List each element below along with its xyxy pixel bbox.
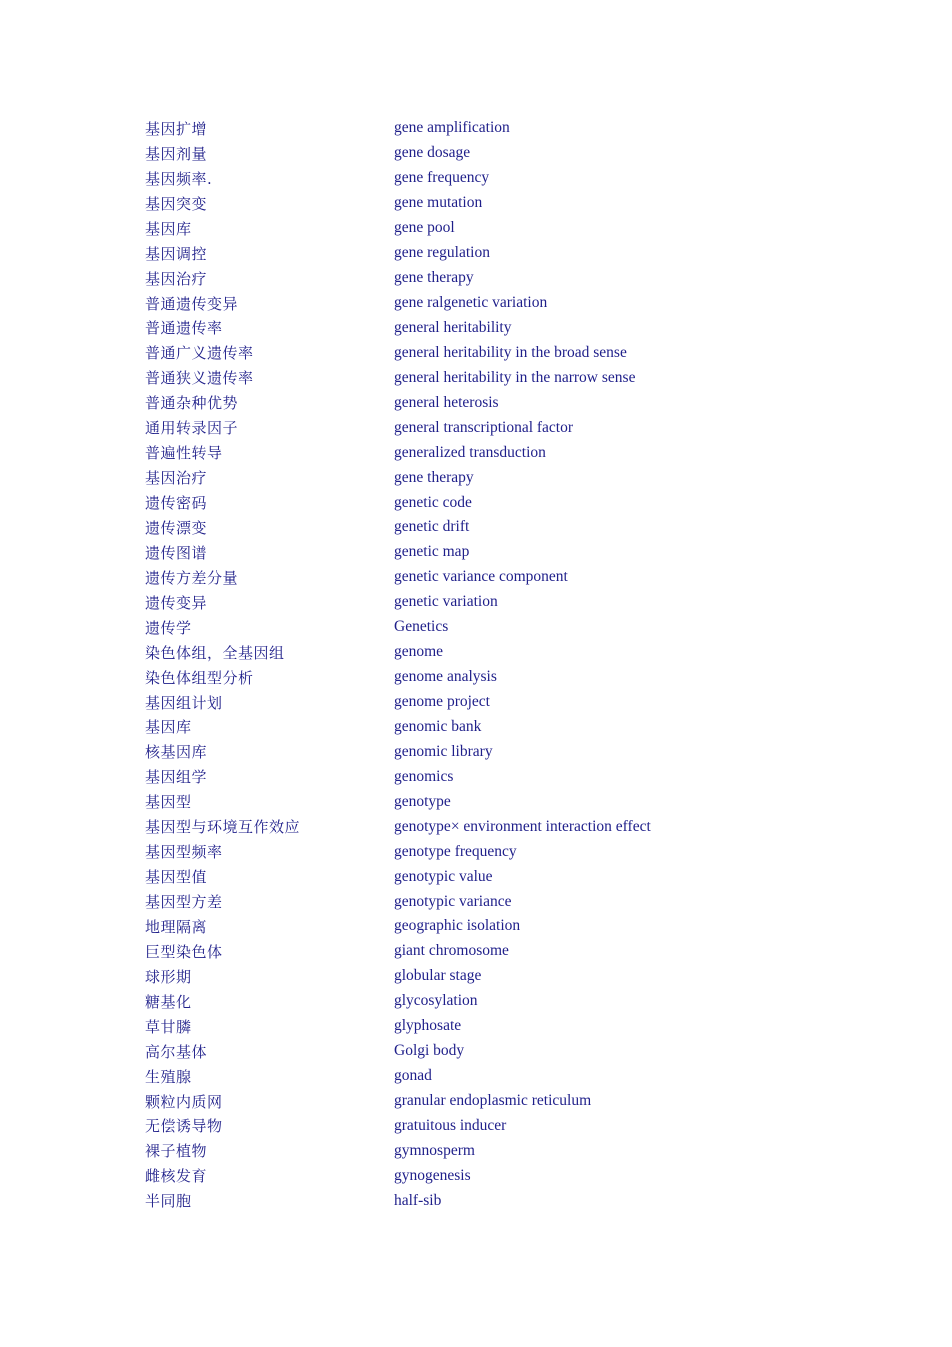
glossary-entry <box>145 141 705 166</box>
english-term: half-sib <box>394 1191 442 1209</box>
english-term: gene frequency <box>394 169 490 187</box>
glossary-entry <box>145 789 705 814</box>
english-term: gynogenesis <box>394 1166 471 1184</box>
english-term: genome <box>394 643 444 661</box>
english-term: genomic bank <box>394 717 482 735</box>
glossary-entry <box>145 914 705 939</box>
chinese-term: 巨型染色体 <box>145 942 223 961</box>
glossary-entry <box>145 465 705 490</box>
chinese-term: 基因治疗 <box>145 269 208 288</box>
glossary-list <box>145 116 705 1213</box>
chinese-term: 裸子植物 <box>145 1142 208 1161</box>
chinese-term: 糖基化 <box>145 992 192 1011</box>
glossary-entry <box>145 939 705 964</box>
chinese-term: 基因剂量 <box>145 144 208 163</box>
english-term: gene therapy <box>394 468 474 486</box>
chinese-term: 染色体组型分析 <box>145 668 254 687</box>
english-term: giant chromosome <box>394 942 509 960</box>
glossary-entry <box>145 515 705 540</box>
chinese-term: 颗粒内质网 <box>145 1092 223 1111</box>
english-term: gene mutation <box>394 194 483 212</box>
chinese-term: 基因扩增 <box>145 119 208 138</box>
chinese-term: 普通遗传率 <box>145 319 223 338</box>
glossary-entry <box>145 241 705 266</box>
glossary-entry <box>145 1064 705 1089</box>
chinese-term: 遗传学 <box>145 618 192 637</box>
glossary-entry <box>145 1163 705 1188</box>
glossary-entry <box>145 365 705 390</box>
english-term: genotypic value <box>394 867 493 885</box>
chinese-term: 遗传变异 <box>145 593 208 612</box>
english-term: genetic map <box>394 543 470 561</box>
glossary-entry <box>145 715 705 740</box>
glossary-entry <box>145 216 705 241</box>
chinese-term: 基因调控 <box>145 244 208 263</box>
glossary-entry <box>145 390 705 415</box>
chinese-term: 普通杂种优势 <box>145 394 239 413</box>
english-term: genetic variance component <box>394 568 568 586</box>
chinese-term: 遗传密码 <box>145 494 208 513</box>
glossary-entry <box>145 1039 705 1064</box>
glossary-entry <box>145 565 705 590</box>
english-term: general heritability <box>394 318 512 336</box>
english-term: genetic drift <box>394 518 470 536</box>
chinese-term: 基因组计划 <box>145 693 223 712</box>
english-term: gene ralgenetic variation <box>394 294 548 312</box>
english-term: genotype frequency <box>394 842 517 860</box>
english-term: genotype× environment interaction effect <box>394 817 651 835</box>
chinese-term: 基因型 <box>145 793 192 812</box>
glossary-entry <box>145 490 705 515</box>
glossary-entry <box>145 989 705 1014</box>
chinese-term: 通用转录因子 <box>145 419 239 438</box>
english-term: gene amplification <box>394 119 510 137</box>
english-term: genetic variation <box>394 593 498 611</box>
english-term: general transcriptional factor <box>394 418 574 436</box>
english-term: gene regulation <box>394 244 490 262</box>
english-term: generalized transduction <box>394 443 546 461</box>
glossary-entry <box>145 839 705 864</box>
glossary-entry <box>145 864 705 889</box>
chinese-term: 基因组学 <box>145 768 208 787</box>
glossary-entry <box>145 166 705 191</box>
glossary-entry <box>145 690 705 715</box>
chinese-term: 无偿诱导物 <box>145 1117 223 1136</box>
chinese-term: 地理隔离 <box>145 917 208 936</box>
chinese-term: 基因库 <box>145 219 192 238</box>
glossary-entry <box>145 1138 705 1163</box>
chinese-term: 基因型频率 <box>145 843 223 862</box>
glossary-entry <box>145 590 705 615</box>
chinese-term: 遗传方差分量 <box>145 568 239 587</box>
english-term: Golgi body <box>394 1042 465 1060</box>
glossary-entry <box>145 640 705 665</box>
chinese-term: 基因型值 <box>145 868 208 887</box>
english-term: general heritability in the broad sense <box>394 343 627 361</box>
chinese-term: 半同胞 <box>145 1192 192 1211</box>
chinese-term: 基因型方差 <box>145 893 223 912</box>
english-term: gratuitous inducer <box>394 1116 507 1134</box>
chinese-term: 普通遗传变异 <box>145 294 239 313</box>
chinese-term: 核基因库 <box>145 743 208 762</box>
glossary-entry <box>145 739 705 764</box>
glossary-entry <box>145 340 705 365</box>
glossary-entry <box>145 540 705 565</box>
glossary-entry <box>145 316 705 341</box>
english-term: genotype <box>394 792 451 810</box>
chinese-term: 基因突变 <box>145 194 208 213</box>
english-term: glyphosate <box>394 1017 462 1035</box>
english-term: gonad <box>394 1067 432 1085</box>
glossary-entry <box>145 889 705 914</box>
glossary-entry <box>145 1114 705 1139</box>
glossary-entry <box>145 415 705 440</box>
chinese-term: 草甘膦 <box>145 1017 192 1036</box>
english-term: gene therapy <box>394 269 474 287</box>
glossary-entry <box>145 1014 705 1039</box>
chinese-term: 基因频率. <box>145 169 213 188</box>
glossary-entry <box>145 1089 705 1114</box>
chinese-term: 基因型与环境互作效应 <box>145 818 301 837</box>
glossary-entry <box>145 964 705 989</box>
glossary-entry <box>145 814 705 839</box>
english-term: globular stage <box>394 967 482 985</box>
english-term: gene pool <box>394 219 455 237</box>
chinese-term: 染色体组，全基因组 <box>145 643 285 662</box>
glossary-entry <box>145 266 705 291</box>
glossary-entry <box>145 191 705 216</box>
english-term: granular endoplasmic reticulum <box>394 1092 592 1110</box>
english-term: gene dosage <box>394 144 471 162</box>
english-term: genome project <box>394 693 490 711</box>
chinese-term: 雌核发育 <box>145 1167 208 1186</box>
english-term: Genetics <box>394 618 449 636</box>
english-term: general heritability in the narrow sense <box>394 368 636 386</box>
chinese-term: 普通狭义遗传率 <box>145 369 254 388</box>
english-term: genomics <box>394 767 454 785</box>
english-term: genome analysis <box>394 668 497 686</box>
chinese-term: 普通广义遗传率 <box>145 344 254 363</box>
glossary-entry <box>145 615 705 640</box>
glossary-entry <box>145 665 705 690</box>
english-term: geographic isolation <box>394 917 521 935</box>
glossary-entry <box>145 116 705 141</box>
glossary-entry <box>145 291 705 316</box>
chinese-term: 普遍性转导 <box>145 444 223 463</box>
chinese-term: 生殖腺 <box>145 1067 192 1086</box>
chinese-term: 高尔基体 <box>145 1042 208 1061</box>
chinese-term: 基因治疗 <box>145 469 208 488</box>
english-term: general heterosis <box>394 393 499 411</box>
english-term: genotypic variance <box>394 892 512 910</box>
chinese-term: 遗传漂变 <box>145 518 208 537</box>
chinese-term: 球形期 <box>145 967 192 986</box>
chinese-term: 遗传图谱 <box>145 543 208 562</box>
glossary-entry <box>145 440 705 465</box>
english-term: glycosylation <box>394 992 478 1010</box>
english-term: genomic library <box>394 742 493 760</box>
chinese-term: 基因库 <box>145 718 192 737</box>
english-term: genetic code <box>394 493 472 511</box>
glossary-entry <box>145 1188 705 1213</box>
english-term: gymnosperm <box>394 1141 475 1159</box>
glossary-entry <box>145 764 705 789</box>
